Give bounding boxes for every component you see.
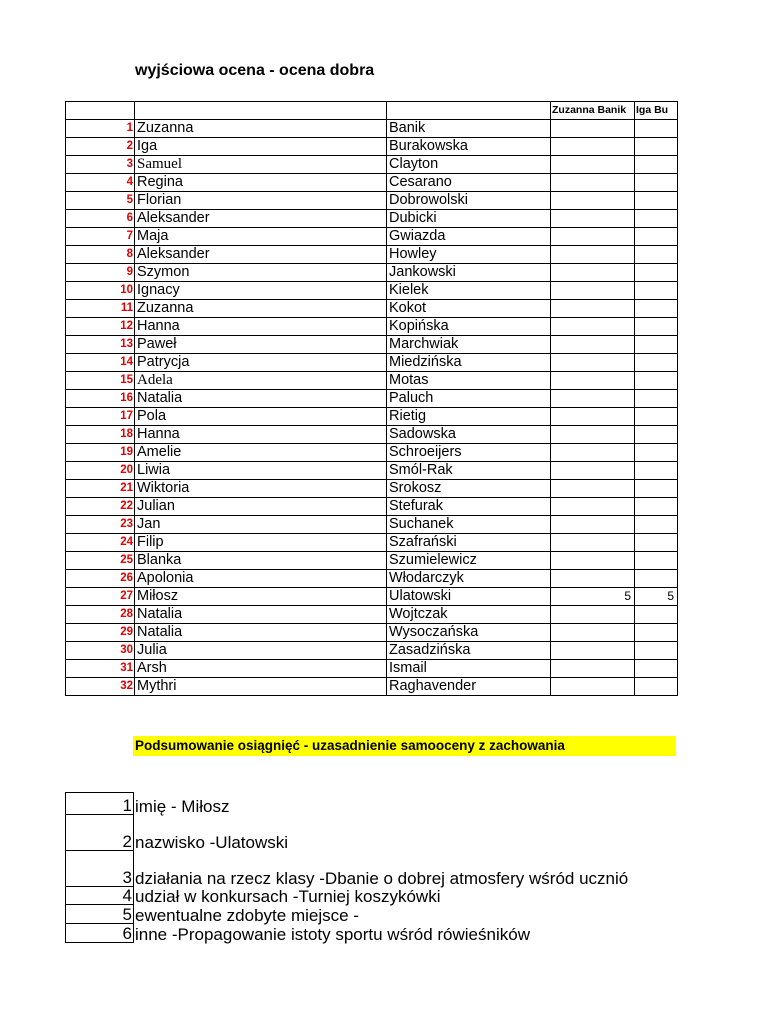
grade-cell-zuzanna (551, 444, 635, 462)
grade-cell-zuzanna (551, 246, 635, 264)
grade-cell-zuzanna (551, 210, 635, 228)
grade-cell-zuzanna (551, 174, 635, 192)
row-number: 31 (66, 660, 135, 678)
last-name-cell: Stefurak (387, 498, 551, 516)
row-number: 32 (66, 678, 135, 696)
last-name-cell: Cesarano (387, 174, 551, 192)
summary-number: 4 (66, 887, 134, 905)
row-number: 20 (66, 462, 135, 480)
table-row (66, 408, 678, 426)
grade-cell-iga (635, 372, 678, 390)
summary-text: udział w konkursach -Turniej koszykówki (135, 886, 441, 906)
row-number: 14 (66, 354, 135, 372)
grade-cell-iga (635, 156, 678, 174)
summary-number: 6 (66, 924, 134, 943)
grade-cell-zuzanna: 5 (551, 588, 635, 606)
first-name-cell: Maja (135, 228, 387, 246)
last-name-cell: Banik (387, 120, 551, 138)
last-name-cell: Howley (387, 246, 551, 264)
first-name-cell: Filip (135, 534, 387, 552)
grade-cell-iga (635, 336, 678, 354)
grade-cell-zuzanna (551, 660, 635, 678)
grade-cell-zuzanna (551, 516, 635, 534)
table-row (66, 642, 678, 660)
grade-cell-zuzanna (551, 264, 635, 282)
grade-cell-zuzanna (551, 282, 635, 300)
first-name-cell: Patrycja (135, 354, 387, 372)
grade-cell-iga (635, 516, 678, 534)
table-row (66, 678, 678, 696)
grade-cell-zuzanna (551, 300, 635, 318)
table-row (66, 462, 678, 480)
first-name-cell: Zuzanna (135, 300, 387, 318)
row-number: 10 (66, 282, 135, 300)
grade-cell-iga (635, 120, 678, 138)
grade-cell-iga (635, 282, 678, 300)
grade-cell-iga (635, 264, 678, 282)
table-row (66, 480, 678, 498)
table-row (66, 336, 678, 354)
row-number: 18 (66, 426, 135, 444)
first-name-cell: Samuel (135, 156, 387, 174)
row-number: 16 (66, 390, 135, 408)
table-row (66, 120, 678, 138)
last-name-cell: Dubicki (387, 210, 551, 228)
table-row (66, 282, 678, 300)
last-name-cell: Raghavender (387, 678, 551, 696)
grade-cell-iga: 5 (635, 588, 678, 606)
grade-cell-zuzanna (551, 534, 635, 552)
grade-cell-zuzanna (551, 390, 635, 408)
summary-text: imię - Miłosz (135, 796, 230, 816)
grade-cell-iga (635, 678, 678, 696)
table-row (66, 606, 678, 624)
table-row (66, 318, 678, 336)
row-number: 26 (66, 570, 135, 588)
last-name-cell: Miedzińska (387, 354, 551, 372)
grade-cell-iga (635, 624, 678, 642)
grade-cell-iga (635, 660, 678, 678)
table-row (66, 156, 678, 174)
row-number: 28 (66, 606, 135, 624)
grade-cell-iga (635, 138, 678, 156)
last-name-cell: Clayton (387, 156, 551, 174)
row-number: 27 (66, 588, 135, 606)
grade-cell-zuzanna (551, 426, 635, 444)
last-name-cell: Ulatowski (387, 588, 551, 606)
first-name-cell: Apolonia (135, 570, 387, 588)
last-name-cell: Srokosz (387, 480, 551, 498)
header-cell-iga-bu: Iga Bu (635, 102, 678, 120)
row-number: 11 (66, 300, 135, 318)
header-cell-blank (135, 102, 387, 120)
table-row (66, 210, 678, 228)
first-name-cell: Blanka (135, 552, 387, 570)
row-number: 4 (66, 174, 135, 192)
last-name-cell: Marchwiak (387, 336, 551, 354)
row-number: 3 (66, 156, 135, 174)
table-row (66, 660, 678, 678)
first-name-cell: Hanna (135, 426, 387, 444)
first-name-cell: Amelie (135, 444, 387, 462)
row-number: 30 (66, 642, 135, 660)
summary-text: inne -Propagowanie istoty sportu wśród rówieśników (135, 924, 530, 944)
grade-cell-iga (635, 408, 678, 426)
first-name-cell: Miłosz (135, 588, 387, 606)
table-row (66, 426, 678, 444)
first-name-cell: Natalia (135, 390, 387, 408)
summary-text: nazwisko -Ulatowski (135, 832, 289, 852)
first-name-cell: Julian (135, 498, 387, 516)
grade-cell-iga (635, 426, 678, 444)
last-name-cell: Gwiazda (387, 228, 551, 246)
grade-cell-zuzanna (551, 138, 635, 156)
first-name-cell: Natalia (135, 624, 387, 642)
row-number: 7 (66, 228, 135, 246)
table-row (66, 624, 678, 642)
grade-cell-iga (635, 174, 678, 192)
table-row (66, 534, 678, 552)
grade-cell-iga (635, 498, 678, 516)
grade-cell-iga (635, 570, 678, 588)
summary-number: 2 (66, 815, 134, 851)
table-row (66, 264, 678, 282)
summary-row (66, 851, 754, 887)
row-number: 23 (66, 516, 135, 534)
row-number: 8 (66, 246, 135, 264)
grade-cell-iga (635, 462, 678, 480)
last-name-cell: Włodarczyk (387, 570, 551, 588)
grade-cell-iga (635, 606, 678, 624)
grade-cell-zuzanna (551, 462, 635, 480)
table-row (66, 228, 678, 246)
table-row (66, 300, 678, 318)
header-cell-blank (387, 102, 551, 120)
last-name-cell: Dobrowolski (387, 192, 551, 210)
last-name-cell: Motas (387, 372, 551, 390)
row-number: 22 (66, 498, 135, 516)
grade-cell-zuzanna (551, 642, 635, 660)
row-number: 19 (66, 444, 135, 462)
table-row (66, 138, 678, 156)
row-number: 25 (66, 552, 135, 570)
summary-number: 1 (66, 793, 134, 815)
summary-number: 3 (66, 851, 134, 887)
first-name-cell: Florian (135, 192, 387, 210)
table-row (66, 192, 678, 210)
last-name-cell: Paluch (387, 390, 551, 408)
last-name-cell: Jankowski (387, 264, 551, 282)
first-name-cell: Regina (135, 174, 387, 192)
table-row (66, 588, 678, 606)
first-name-cell: Wiktoria (135, 480, 387, 498)
summary-row (66, 793, 754, 815)
grade-cell-zuzanna (551, 120, 635, 138)
last-name-cell: Wysoczańska (387, 624, 551, 642)
last-name-cell: Suchanek (387, 516, 551, 534)
grade-cell-zuzanna (551, 678, 635, 696)
grade-cell-iga (635, 444, 678, 462)
first-name-cell: Zuzanna (135, 120, 387, 138)
first-name-cell: Ignacy (135, 282, 387, 300)
grade-cell-zuzanna (551, 336, 635, 354)
last-name-cell: Sadowska (387, 426, 551, 444)
table-row (66, 498, 678, 516)
first-name-cell: Pola (135, 408, 387, 426)
grade-cell-iga (635, 210, 678, 228)
last-name-cell: Schroeijers (387, 444, 551, 462)
grade-cell-zuzanna (551, 498, 635, 516)
table-header-row (66, 102, 678, 120)
first-name-cell: Aleksander (135, 246, 387, 264)
grade-cell-zuzanna (551, 156, 635, 174)
grade-cell-zuzanna (551, 318, 635, 336)
last-name-cell: Rietig (387, 408, 551, 426)
summary-text: działania na rzecz klasy -Dbanie o dobrej atmosfery wśród ucznió (135, 868, 629, 888)
first-name-cell: Natalia (135, 606, 387, 624)
header-cell-blank (66, 102, 135, 120)
grade-cell-iga (635, 354, 678, 372)
table-row (66, 372, 678, 390)
row-number: 2 (66, 138, 135, 156)
grade-cell-iga (635, 480, 678, 498)
row-number: 21 (66, 480, 135, 498)
table-row (66, 354, 678, 372)
grade-cell-zuzanna (551, 570, 635, 588)
first-name-cell: Julia (135, 642, 387, 660)
header-cell-zuzanna-banik: Zuzanna Banik (551, 102, 635, 120)
table-row (66, 246, 678, 264)
grade-cell-iga (635, 390, 678, 408)
student-table (65, 101, 678, 696)
summary-text: ewentualne zdobyte miejsce - (135, 905, 359, 925)
page-title: wyjściowa ocena - ocena dobra (135, 62, 375, 79)
grade-cell-iga (635, 192, 678, 210)
grade-cell-zuzanna (551, 408, 635, 426)
summary-heading: Podsumowanie osiągnięć - uzasadnienie samooceny z zachowania (133, 736, 676, 756)
grade-cell-iga (635, 318, 678, 336)
last-name-cell: Kielek (387, 282, 551, 300)
row-number: 9 (66, 264, 135, 282)
first-name-cell: Liwia (135, 462, 387, 480)
summary-number: 5 (66, 905, 134, 924)
last-name-cell: Kokot (387, 300, 551, 318)
last-name-cell: Ismail (387, 660, 551, 678)
grade-cell-zuzanna (551, 480, 635, 498)
table-row (66, 444, 678, 462)
grade-cell-iga (635, 534, 678, 552)
row-number: 29 (66, 624, 135, 642)
table-row (66, 174, 678, 192)
grade-cell-zuzanna (551, 192, 635, 210)
summary-row (66, 924, 754, 943)
row-number: 6 (66, 210, 135, 228)
grade-cell-iga (635, 642, 678, 660)
first-name-cell: Arsh (135, 660, 387, 678)
grade-cell-iga (635, 228, 678, 246)
first-name-cell: Szymon (135, 264, 387, 282)
table-row (66, 390, 678, 408)
row-number: 13 (66, 336, 135, 354)
last-name-cell: Szumielewicz (387, 552, 551, 570)
grade-cell-zuzanna (551, 606, 635, 624)
last-name-cell: Wojtczak (387, 606, 551, 624)
summary-row (66, 905, 754, 924)
grade-cell-iga (635, 300, 678, 318)
first-name-cell: Iga (135, 138, 387, 156)
grade-cell-iga (635, 246, 678, 264)
summary-table (65, 792, 754, 943)
row-number: 24 (66, 534, 135, 552)
grade-cell-zuzanna (551, 624, 635, 642)
row-number: 5 (66, 192, 135, 210)
first-name-cell: Paweł (135, 336, 387, 354)
row-number: 15 (66, 372, 135, 390)
last-name-cell: Burakowska (387, 138, 551, 156)
last-name-cell: Szafrański (387, 534, 551, 552)
row-number: 1 (66, 120, 135, 138)
last-name-cell: Smól-Rak (387, 462, 551, 480)
table-row (66, 516, 678, 534)
first-name-cell: Mythri (135, 678, 387, 696)
row-number: 17 (66, 408, 135, 426)
first-name-cell: Hanna (135, 318, 387, 336)
summary-row (66, 815, 754, 851)
grade-cell-zuzanna (551, 354, 635, 372)
grade-cell-iga (635, 552, 678, 570)
last-name-cell: Kopińska (387, 318, 551, 336)
grade-cell-zuzanna (551, 372, 635, 390)
table-row (66, 552, 678, 570)
summary-row (66, 887, 754, 905)
first-name-cell: Jan (135, 516, 387, 534)
first-name-cell: Aleksander (135, 210, 387, 228)
grade-cell-zuzanna (551, 552, 635, 570)
first-name-cell: Adela (135, 372, 387, 390)
row-number: 12 (66, 318, 135, 336)
grade-cell-zuzanna (551, 228, 635, 246)
table-row (66, 570, 678, 588)
last-name-cell: Zasadzińska (387, 642, 551, 660)
